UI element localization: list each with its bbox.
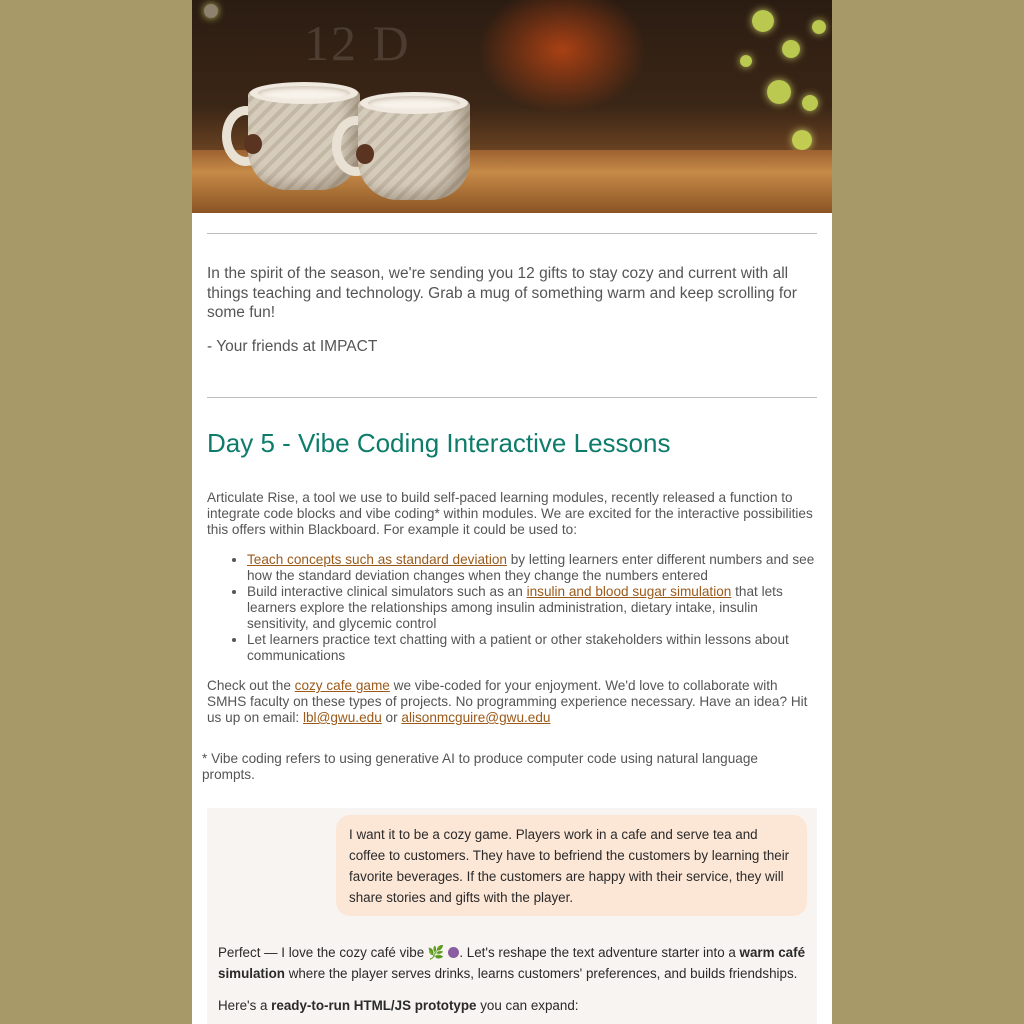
coffee-icon bbox=[448, 947, 459, 958]
intro-signature: - Your friends at IMPACT bbox=[207, 338, 378, 355]
hero-number-overlay: 12 D bbox=[304, 15, 411, 71]
chat-screenshot bbox=[207, 808, 817, 1024]
cta-paragraph: Check out the cozy cafe game we vibe-coded for your enjoyment. We'd love to collaborate with SMHS faculty on these types of projects. No programming experience necessary. Have an idea? Hit us up on email: lbl@gwu.edu or alisonmcguire@gwu.edu bbox=[207, 678, 808, 725]
standard-deviation-link[interactable]: Teach concepts such as standard deviation bbox=[247, 552, 507, 567]
intro-paragraph: Articulate Rise, a tool we use to build self-paced learning modules, recently released a function to integrate code blocks and vibe coding* within modules. We are excited for the interactive possibilities this offers within Blackboard. For example it could be used to: bbox=[207, 490, 813, 537]
user-message-bubble: I want it to be a cozy game. Players work in a cafe and serve tea and coffee to customers. They have to befriend the customers by learning their favorite beverages. If the customers are happy with their service, they will share stories and gifts with the player. bbox=[336, 815, 807, 916]
intro-message: In the spirit of the season, we're sending you 12 gifts to stay cozy and current with all things teaching and technology. Grab a mug of something warm and keep scrolling for some fun! bbox=[207, 265, 797, 321]
email-link-lbl[interactable]: lbl@gwu.edu bbox=[302, 710, 382, 725]
list-item: • Let learners practice text chatting with a patient or other stakeholders within lessons about communications bbox=[247, 632, 817, 664]
day-title: Day 5 - Vibe Coding Interactive Lessons bbox=[207, 428, 671, 458]
list-item: • Build interactive clinical simulators such as an insulin and blood sugar simulation that lets learners explore the relationships among insulin administration, dietary intake, insulin sensitivity, and glycemic control bbox=[247, 584, 817, 632]
sprout-icon: 🌿 bbox=[427, 945, 445, 960]
divider bbox=[207, 233, 817, 234]
footnote: * Vibe coding refers to using generative AI to produce computer code using natural language prompts. bbox=[202, 751, 758, 782]
examples-list bbox=[207, 552, 817, 664]
cozy-cafe-game-link[interactable]: cozy cafe game bbox=[294, 678, 390, 693]
hero-image-cozy-mugs bbox=[192, 0, 832, 213]
email-link-alison[interactable]: alisonmcguire@gwu.edu bbox=[401, 710, 551, 725]
list-item: • Teach concepts such as standard deviation by letting learners enter different numbers and see how the standard deviation changes when they change the numbers entered bbox=[247, 552, 817, 584]
assistant-reply-followup: Here's a ready-to-run HTML/JS prototype you can expand: bbox=[218, 998, 579, 1013]
email-container bbox=[192, 0, 832, 1024]
insulin-simulation-link[interactable]: insulin and blood sugar simulation bbox=[526, 584, 732, 599]
divider bbox=[207, 397, 817, 398]
assistant-reply: Perfect — I love the cozy café vibe 🌿 . Let's reshape the text adventure starter into a warm café simulation where the player serves drinks, learns customers' preferences, and builds friendships. bbox=[218, 945, 806, 981]
